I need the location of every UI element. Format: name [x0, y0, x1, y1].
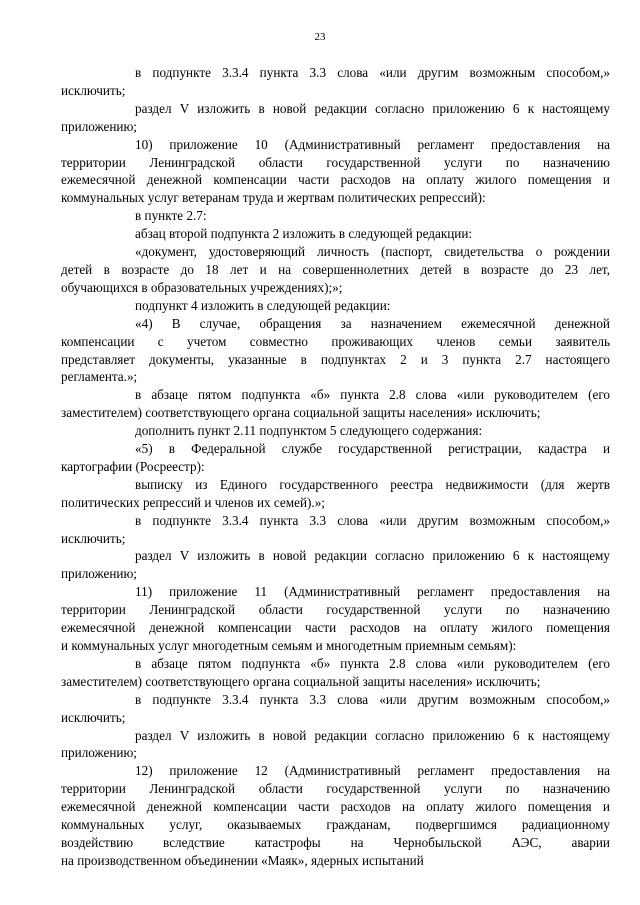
text-line: «5) в Федеральной службе государственной регистрации, кадастра и	[135, 441, 610, 457]
text-line: ежемесячной денежной компенсации части расходов на оплату жилого помещения	[61, 620, 610, 636]
text-line: картографии (Росреестр):	[61, 458, 205, 474]
text-line: обучающихся в образовательных учреждениях);»;	[61, 279, 343, 295]
text-line: исключить;	[61, 709, 126, 725]
text-line: раздел V изложить в новой редакции согласно приложению 6 к настоящему	[135, 727, 610, 743]
text-line: приложению;	[61, 745, 137, 761]
text-line: территории Ленинградской области государственной услуги по назначению	[61, 602, 610, 618]
text-line: в пункте 2.7:	[135, 208, 207, 224]
text-line: территории Ленинградской области государственной услуги по назначению	[61, 154, 610, 170]
text-line: на производственном объединении «Маяк», ядерных испытаний	[61, 852, 424, 868]
paragraph	[61, 583, 610, 655]
text-line: подпункт 4 изложить в следующей редакции:	[135, 297, 391, 313]
text-line: коммунальных услуг ветеранам труда и жертвам политических репрессий):	[61, 190, 486, 206]
text-line: исключить;	[61, 82, 126, 98]
paragraph	[61, 225, 610, 243]
text-line: ежемесячной денежной компенсации части расходов на оплату жилого помещения и	[61, 172, 610, 188]
paragraph	[61, 64, 610, 100]
text-line: компенсации с учетом совместно проживающих членов семьи заявитель	[61, 333, 610, 349]
text-line: 12) приложение 12 (Административный регламент предоставления на	[135, 763, 610, 779]
text-line: регламента.»;	[61, 369, 138, 385]
paragraph	[61, 386, 610, 422]
paragraph	[61, 476, 610, 512]
text-line: в подпункте 3.3.4 пункта 3.3 слова «или другим возможным способом,»	[135, 65, 610, 80]
text-line: политических репрессий и членов их семей).»;	[61, 494, 325, 510]
text-line: в подпункте 3.3.4 пункта 3.3 слова «или другим возможным способом,»	[135, 691, 610, 707]
paragraph	[61, 243, 610, 297]
paragraph	[61, 100, 610, 136]
paragraph	[61, 440, 610, 476]
text-line: детей в возрасте до 18 лет и на совершеннолетних детей в возрасте до 23 лет,	[61, 261, 610, 277]
paragraph	[61, 547, 610, 583]
paragraph	[61, 727, 610, 763]
text-line: абзац второй подпункта 2 изложить в следующей редакции:	[135, 226, 473, 242]
text-line: в абзаце пятом подпункта «б» пункта 2.8 слова «или руководителем (его	[135, 655, 610, 671]
document-body	[61, 64, 610, 870]
text-line: ежемесячной денежной компенсации части расходов на оплату жилого помещения и	[61, 799, 610, 815]
text-line: заместителем) соответствующего органа социальной защиты населения» исключить;	[61, 405, 541, 421]
paragraph	[61, 655, 610, 691]
page-number: 23	[314, 31, 326, 43]
paragraph	[61, 762, 610, 869]
text-line: территории Ленинградской области государственной услуги по назначению	[61, 781, 610, 797]
paragraph	[61, 297, 610, 315]
text-line: исключить;	[61, 530, 126, 546]
text-line: коммунальных услуг, оказываемых гражданам, подвергшимся радиационному	[61, 817, 610, 833]
text-line: приложению;	[61, 118, 137, 134]
paragraph	[61, 136, 610, 208]
text-line: представляет документы, указанные в подпунктах 2 и 3 пункта 2.7 настоящего	[61, 351, 610, 367]
text-line: заместителем) соответствующего органа социальной защиты населения» исключить;	[61, 673, 541, 689]
text-line: дополнить пункт 2.11 подпунктом 5 следующего содержания:	[135, 423, 483, 439]
text-line: воздействию вследствие катастрофы на Чернобыльской АЭС, аварии	[61, 834, 610, 850]
paragraph	[61, 691, 610, 727]
text-line: 10) приложение 10 (Административный регламент предоставления на	[135, 136, 610, 152]
text-line: и коммунальных услуг многодетным семьям и многодетным приемным семьям):	[61, 638, 517, 653]
paragraph	[61, 422, 610, 440]
text-line: приложению;	[61, 566, 137, 582]
paragraph	[61, 207, 610, 225]
text-line: «документ, удостоверяющий личность (паспорт, свидетельства о рождении	[135, 244, 610, 260]
paragraph	[61, 512, 610, 548]
text-line: 11) приложение 11 (Административный регламент предоставления на	[135, 584, 610, 600]
text-line: выписку из Единого государственного реестра недвижимости (для жертв	[135, 476, 610, 492]
text-line: раздел V изложить в новой редакции согласно приложению 6 к настоящему	[135, 100, 610, 116]
text-line: «4) В случае, обращения за назначением ежемесячной денежной	[135, 315, 610, 331]
paragraph	[61, 315, 610, 387]
text-line: в подпункте 3.3.4 пункта 3.3 слова «или другим возможным способом,»	[135, 512, 610, 528]
text-line: в абзаце пятом подпункта «б» пункта 2.8 слова «или руководителем (его	[135, 387, 610, 403]
text-line: раздел V изложить в новой редакции согласно приложению 6 к настоящему	[135, 548, 610, 564]
